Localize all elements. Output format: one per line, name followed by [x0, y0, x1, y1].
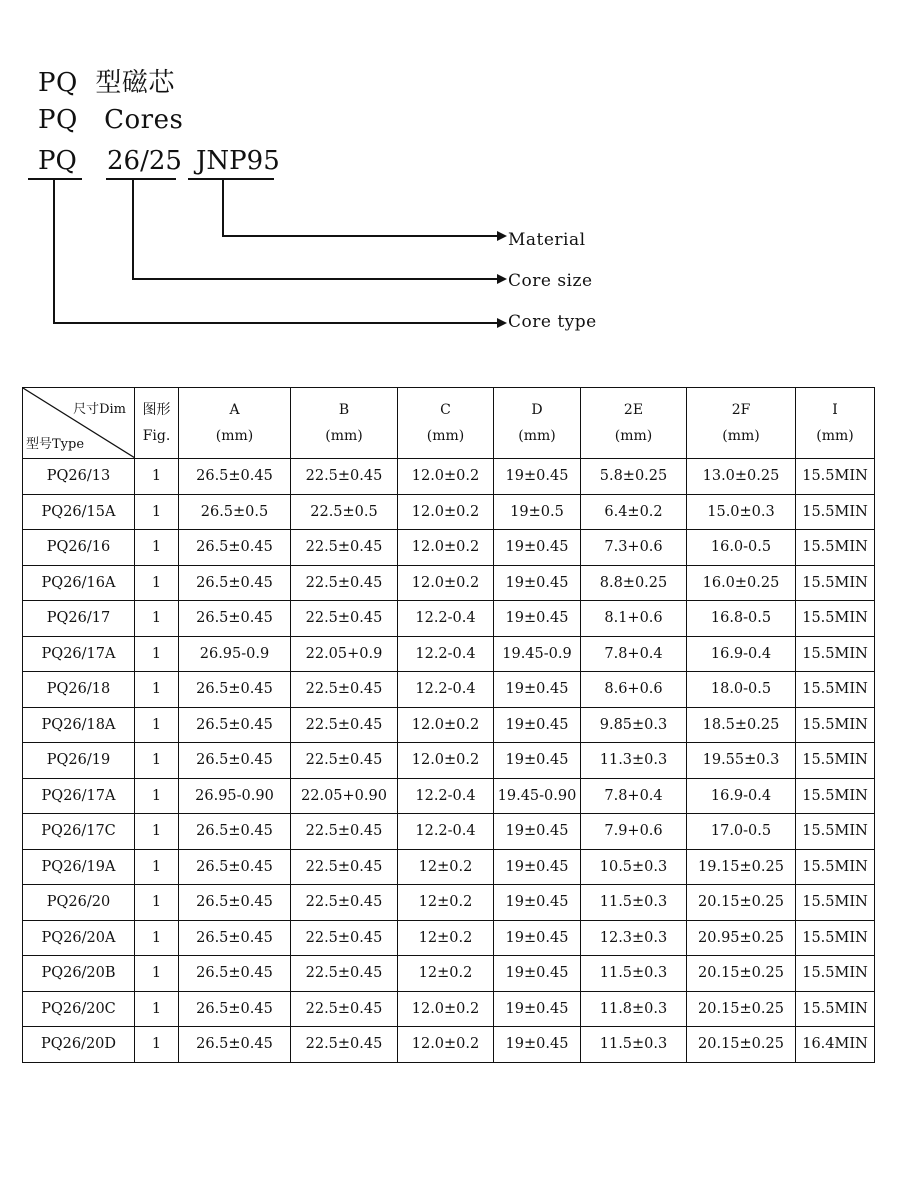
cell-c: 12±0.2	[398, 956, 494, 992]
col-header-d	[494, 388, 581, 459]
cell-c: 12.2-0.4	[398, 636, 494, 672]
cell-fig: 1	[135, 565, 179, 601]
cell-2e: 7.3+0.6	[581, 530, 687, 566]
cell-c: 12.0±0.2	[398, 459, 494, 495]
cell-i: 15.5MIN	[796, 814, 875, 850]
legend-core-type: Core type	[508, 312, 597, 332]
cell-type: PQ26/17A	[23, 636, 135, 672]
type-label: 型号Type	[26, 437, 85, 452]
table-row	[23, 814, 875, 850]
title-english: PQ Cores	[38, 105, 184, 135]
cell-type: PQ26/18A	[23, 707, 135, 743]
legend-core-size: Core size	[508, 271, 593, 291]
cell-2e: 7.8+0.4	[581, 636, 687, 672]
cell-fig: 1	[135, 459, 179, 495]
cell-type: PQ26/16A	[23, 565, 135, 601]
cell-b: 22.5±0.45	[291, 956, 398, 992]
cell-2f: 16.0±0.25	[687, 565, 796, 601]
cell-d: 19±0.45	[494, 672, 581, 708]
cell-2e: 8.6+0.6	[581, 672, 687, 708]
cell-a: 26.5±0.45	[179, 743, 291, 779]
col-header-2e	[581, 388, 687, 459]
size-arrow-icon	[497, 274, 507, 284]
cell-2e: 9.85±0.3	[581, 707, 687, 743]
code-size-underline	[106, 178, 176, 180]
cell-2f: 20.15±0.25	[687, 991, 796, 1027]
fig-header-cn: 图形	[142, 402, 171, 418]
cell-c: 12±0.2	[398, 885, 494, 921]
cell-d: 19±0.45	[494, 991, 581, 1027]
cell-type: PQ26/17	[23, 601, 135, 637]
cell-type: PQ26/17A	[23, 778, 135, 814]
cell-type: PQ26/19A	[23, 849, 135, 885]
cell-b: 22.5±0.45	[291, 672, 398, 708]
title-chinese: PQ 型磁芯	[38, 68, 175, 98]
code-type-underline	[28, 178, 82, 180]
cell-2e: 5.8±0.25	[581, 459, 687, 495]
size-leader-vertical	[132, 180, 134, 280]
cell-i: 15.5MIN	[796, 672, 875, 708]
cell-2e: 8.1+0.6	[581, 601, 687, 637]
table-row	[23, 565, 875, 601]
cell-2e: 11.3±0.3	[581, 743, 687, 779]
cell-fig: 1	[135, 636, 179, 672]
cell-d: 19.45-0.90	[494, 778, 581, 814]
cell-a: 26.5±0.45	[179, 707, 291, 743]
table-header-row	[23, 388, 875, 459]
cell-2e: 7.9+0.6	[581, 814, 687, 850]
col-header-a	[179, 388, 291, 459]
cell-i: 15.5MIN	[796, 743, 875, 779]
dimension-table	[22, 387, 875, 1063]
code-material-underline	[188, 178, 274, 180]
cell-fig: 1	[135, 672, 179, 708]
cell-d: 19±0.45	[494, 459, 581, 495]
cell-type: PQ26/20B	[23, 956, 135, 992]
col-header-unit: (mm)	[426, 428, 465, 444]
cell-2f: 20.15±0.25	[687, 956, 796, 992]
col-header-label: B	[338, 402, 350, 418]
material-leader-horizontal	[222, 235, 498, 237]
col-header-label: D	[531, 402, 543, 418]
col-header-label: A	[229, 402, 240, 418]
table-body	[23, 459, 875, 1063]
table-row	[23, 991, 875, 1027]
cell-c: 12.0±0.2	[398, 494, 494, 530]
cell-d: 19±0.45	[494, 707, 581, 743]
cell-i: 15.5MIN	[796, 849, 875, 885]
cell-2e: 11.8±0.3	[581, 991, 687, 1027]
cell-i: 15.5MIN	[796, 778, 875, 814]
cell-i: 15.5MIN	[796, 494, 875, 530]
cell-2e: 11.5±0.3	[581, 1027, 687, 1063]
cell-b: 22.05+0.90	[291, 778, 398, 814]
cell-c: 12±0.2	[398, 849, 494, 885]
code-size: 26/25	[107, 146, 182, 176]
cell-c: 12.0±0.2	[398, 1027, 494, 1063]
cell-i: 15.5MIN	[796, 459, 875, 495]
col-header-i	[796, 388, 875, 459]
cell-d: 19±0.45	[494, 920, 581, 956]
cell-a: 26.5±0.5	[179, 494, 291, 530]
cell-i: 15.5MIN	[796, 885, 875, 921]
table-row	[23, 707, 875, 743]
cell-a: 26.95-0.90	[179, 778, 291, 814]
code-type: PQ	[38, 146, 77, 176]
cell-type: PQ26/13	[23, 459, 135, 495]
cell-b: 22.5±0.45	[291, 814, 398, 850]
material-arrow-icon	[497, 231, 507, 241]
cell-i: 15.5MIN	[796, 707, 875, 743]
cell-a: 26.5±0.45	[179, 459, 291, 495]
col-header-unit: (mm)	[722, 428, 760, 444]
col-header-unit: (mm)	[816, 428, 854, 444]
cell-2f: 19.55±0.3	[687, 743, 796, 779]
col-header-c	[398, 388, 494, 459]
col-header-unit: (mm)	[518, 428, 556, 444]
table-row	[23, 672, 875, 708]
cell-fig: 1	[135, 991, 179, 1027]
cell-d: 19±0.45	[494, 814, 581, 850]
cell-c: 12.0±0.2	[398, 530, 494, 566]
table-row	[23, 956, 875, 992]
cell-fig: 1	[135, 707, 179, 743]
cell-b: 22.5±0.45	[291, 707, 398, 743]
col-header-unit: (mm)	[614, 428, 653, 444]
cell-fig: 1	[135, 530, 179, 566]
cell-i: 15.5MIN	[796, 956, 875, 992]
cell-a: 26.5±0.45	[179, 991, 291, 1027]
table-row	[23, 1027, 875, 1063]
cell-2f: 18.5±0.25	[687, 707, 796, 743]
cell-type: PQ26/20A	[23, 920, 135, 956]
cell-fig: 1	[135, 601, 179, 637]
cell-2f: 20.15±0.25	[687, 1027, 796, 1063]
cell-2f: 20.95±0.25	[687, 920, 796, 956]
cell-b: 22.5±0.45	[291, 920, 398, 956]
cell-c: 12.2-0.4	[398, 601, 494, 637]
cell-2e: 11.5±0.3	[581, 885, 687, 921]
cell-a: 26.5±0.45	[179, 672, 291, 708]
cell-fig: 1	[135, 885, 179, 921]
cell-type: PQ26/20	[23, 885, 135, 921]
table-row	[23, 636, 875, 672]
cell-a: 26.5±0.45	[179, 885, 291, 921]
cell-type: PQ26/17C	[23, 814, 135, 850]
cell-a: 26.5±0.45	[179, 1027, 291, 1063]
cell-b: 22.5±0.5	[291, 494, 398, 530]
cell-b: 22.5±0.45	[291, 743, 398, 779]
cell-a: 26.5±0.45	[179, 530, 291, 566]
cell-type: PQ26/20C	[23, 991, 135, 1027]
table-row	[23, 459, 875, 495]
cell-type: PQ26/18	[23, 672, 135, 708]
cell-type: PQ26/19	[23, 743, 135, 779]
table-row	[23, 601, 875, 637]
cell-c: 12.2-0.4	[398, 814, 494, 850]
col-header-label: 2F	[731, 402, 751, 418]
cell-2f: 19.15±0.25	[687, 849, 796, 885]
cell-fig: 1	[135, 743, 179, 779]
material-leader-vertical	[222, 180, 224, 237]
cell-2f: 17.0-0.5	[687, 814, 796, 850]
cell-i: 15.5MIN	[796, 565, 875, 601]
cell-i: 16.4MIN	[796, 1027, 875, 1063]
cell-d: 19±0.45	[494, 601, 581, 637]
cell-i: 15.5MIN	[796, 991, 875, 1027]
cell-c: 12.0±0.2	[398, 565, 494, 601]
col-header-unit: (mm)	[215, 428, 254, 444]
cell-b: 22.05+0.9	[291, 636, 398, 672]
cell-c: 12.0±0.2	[398, 707, 494, 743]
cell-b: 22.5±0.45	[291, 885, 398, 921]
cell-fig: 1	[135, 849, 179, 885]
cell-fig: 1	[135, 778, 179, 814]
cell-d: 19±0.45	[494, 849, 581, 885]
table-row	[23, 494, 875, 530]
cell-2f: 15.0±0.3	[687, 494, 796, 530]
cell-b: 22.5±0.45	[291, 530, 398, 566]
col-header-label: 2E	[623, 402, 644, 418]
cell-c: 12.2-0.4	[398, 672, 494, 708]
cell-d: 19±0.45	[494, 956, 581, 992]
cell-c: 12±0.2	[398, 920, 494, 956]
table-row	[23, 849, 875, 885]
legend-material: Material	[508, 230, 586, 250]
cell-2e: 8.8±0.25	[581, 565, 687, 601]
cell-2f: 16.9-0.4	[687, 636, 796, 672]
cell-i: 15.5MIN	[796, 636, 875, 672]
col-header-2f	[687, 388, 796, 459]
col-header-label: C	[440, 402, 451, 418]
table-row	[23, 743, 875, 779]
cell-b: 22.5±0.45	[291, 1027, 398, 1063]
type-leader-vertical	[53, 180, 55, 324]
table-row	[23, 920, 875, 956]
dim-label: 尺寸Dim	[73, 402, 126, 417]
cell-c: 12.2-0.4	[398, 778, 494, 814]
cell-2f: 20.15±0.25	[687, 885, 796, 921]
table-row	[23, 885, 875, 921]
cell-2f: 18.0-0.5	[687, 672, 796, 708]
cell-2f: 16.0-0.5	[687, 530, 796, 566]
cell-b: 22.5±0.45	[291, 601, 398, 637]
cell-2e: 10.5±0.3	[581, 849, 687, 885]
cell-i: 15.5MIN	[796, 601, 875, 637]
code-material: JNP95	[196, 146, 280, 176]
cell-2f: 13.0±0.25	[687, 459, 796, 495]
table-row	[23, 530, 875, 566]
cell-d: 19.45-0.9	[494, 636, 581, 672]
cell-fig: 1	[135, 956, 179, 992]
cell-2e: 6.4±0.2	[581, 494, 687, 530]
cell-2e: 12.3±0.3	[581, 920, 687, 956]
cell-c: 12.0±0.2	[398, 991, 494, 1027]
type-leader-horizontal	[53, 322, 498, 324]
table-row	[23, 778, 875, 814]
type-arrow-icon	[497, 318, 507, 328]
cell-fig: 1	[135, 1027, 179, 1063]
cell-d: 19±0.45	[494, 1027, 581, 1063]
cell-a: 26.5±0.45	[179, 956, 291, 992]
cell-2f: 16.9-0.4	[687, 778, 796, 814]
cell-b: 22.5±0.45	[291, 849, 398, 885]
cell-a: 26.5±0.45	[179, 814, 291, 850]
dim-type-header-cell	[23, 388, 135, 459]
col-header-label: I	[832, 402, 838, 418]
cell-a: 26.5±0.45	[179, 849, 291, 885]
cell-b: 22.5±0.45	[291, 565, 398, 601]
cell-type: PQ26/16	[23, 530, 135, 566]
cell-fig: 1	[135, 494, 179, 530]
cell-i: 15.5MIN	[796, 920, 875, 956]
col-header-unit: (mm)	[325, 428, 363, 444]
cell-d: 19±0.45	[494, 743, 581, 779]
cell-d: 19±0.45	[494, 565, 581, 601]
cell-c: 12.0±0.2	[398, 743, 494, 779]
cell-2e: 11.5±0.3	[581, 956, 687, 992]
cell-d: 19±0.5	[494, 494, 581, 530]
cell-a: 26.95-0.9	[179, 636, 291, 672]
cell-d: 19±0.45	[494, 530, 581, 566]
cell-type: PQ26/15A	[23, 494, 135, 530]
cell-2e: 7.8+0.4	[581, 778, 687, 814]
cell-2f: 16.8-0.5	[687, 601, 796, 637]
cell-b: 22.5±0.45	[291, 459, 398, 495]
size-leader-horizontal	[132, 278, 498, 280]
fig-header-en: Fig.	[142, 428, 171, 444]
cell-fig: 1	[135, 814, 179, 850]
cell-a: 26.5±0.45	[179, 920, 291, 956]
cell-type: PQ26/20D	[23, 1027, 135, 1063]
cell-d: 19±0.45	[494, 885, 581, 921]
cell-a: 26.5±0.45	[179, 565, 291, 601]
col-header-b	[291, 388, 398, 459]
fig-header-cell	[135, 388, 179, 459]
cell-i: 15.5MIN	[796, 530, 875, 566]
cell-b: 22.5±0.45	[291, 991, 398, 1027]
cell-fig: 1	[135, 920, 179, 956]
cell-a: 26.5±0.45	[179, 601, 291, 637]
